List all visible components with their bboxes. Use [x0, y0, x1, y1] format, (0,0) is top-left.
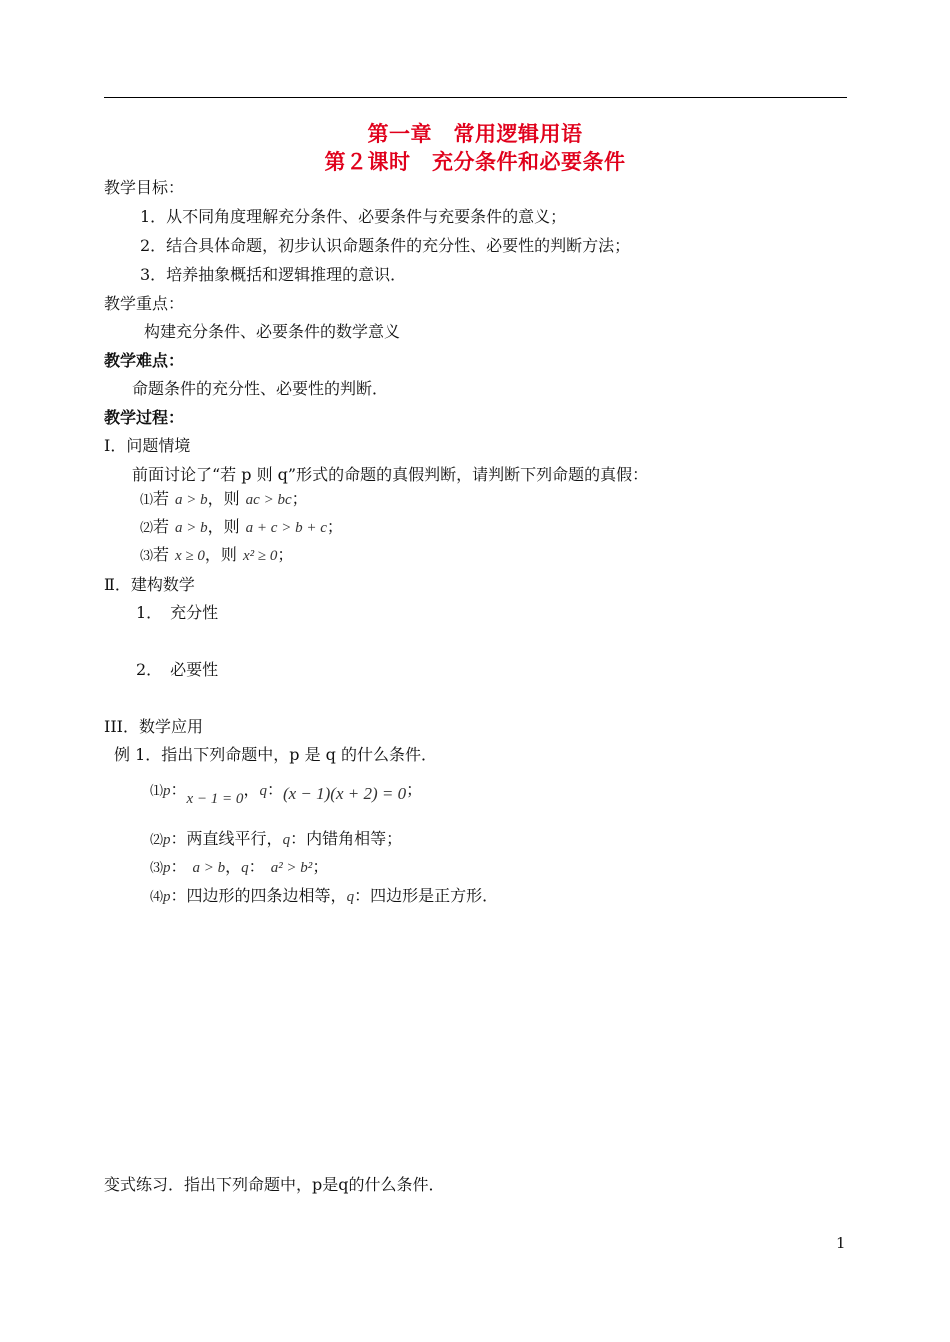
sufficiency-item: 1． 充分性: [136, 603, 219, 622]
item-number: ⑷: [150, 890, 164, 905]
result-expr: ac > bc: [245, 492, 292, 508]
then-word: ，则: [207, 489, 240, 508]
problem-item-1: [140, 489, 308, 511]
q-text: 四边形是正方形: [370, 886, 483, 905]
p-label: p: [163, 783, 171, 799]
section2-heading: Ⅱ．建构数学: [104, 575, 195, 594]
q-expr: (x − 1)(x + 2) = 0: [282, 784, 407, 803]
condition-expr: x ≥ 0: [175, 548, 205, 564]
if-word: 若: [153, 517, 170, 536]
example-item-1: ⑴p：x − 1 = 0，q：(x − 1)(x + 2) = 0；: [150, 780, 423, 807]
item-end: ；: [291, 489, 308, 508]
difficulty-text: 命题条件的充分性、必要性的判断．: [132, 379, 389, 398]
key-point-heading: 教学重点：: [104, 294, 185, 313]
item-number: ⑵: [150, 833, 164, 848]
example-item-4: ⑷p：四边形的四条边相等，q：四边形是正方形．: [150, 886, 499, 905]
chapter-title: 第一章 常用逻辑用语: [367, 122, 583, 146]
header-rule: [104, 97, 847, 98]
example-item-2: ⑵p：两直线平行，q：内错角相等；: [150, 829, 403, 848]
item-number: ⑴: [140, 493, 154, 508]
item-end: ；: [326, 517, 343, 536]
item-number: ⑶: [150, 861, 164, 876]
p-expr: a > b: [192, 860, 226, 876]
q-text: 内错角相等: [306, 829, 387, 848]
objective-item-2: 2．结合具体命题，初步认识命题条件的充分性、必要性的判断方法；: [140, 236, 631, 255]
item-end: ；: [277, 545, 294, 564]
then-word: ，则: [204, 545, 237, 564]
example-1: 例 1．指出下列命题中，p 是 q 的什么条件．: [114, 745, 438, 764]
q-expr: a² > b²: [270, 860, 313, 876]
q-label: q: [259, 783, 267, 799]
if-word: 若: [153, 545, 170, 564]
p-label: p: [163, 889, 171, 905]
if-word: 若: [153, 489, 170, 508]
q-label: q: [346, 889, 355, 905]
result-expr: x² ≥ 0: [242, 548, 278, 564]
variant-exercise: 变式练习．指出下列命题中，p是q的什么条件．: [104, 1175, 445, 1194]
section1-intro: 前面讨论了“若 p 则 q”形式的命题的真假判断，请判断下列命题的真假：: [132, 465, 649, 484]
p-text: 四边形的四条边相等: [186, 886, 331, 905]
page-number: 1: [836, 1234, 846, 1252]
item-number: ⑶: [140, 549, 154, 564]
item-end: ；: [312, 857, 329, 876]
necessity-item: 2． 必要性: [136, 660, 219, 679]
objectives-heading: 教学目标：: [104, 178, 185, 197]
key-point-text: 构建充分条件、必要条件的数学意义: [144, 322, 401, 341]
item-number: ⑴: [150, 784, 164, 799]
process-heading: 教学过程：: [104, 408, 185, 427]
section3-heading: III．数学应用: [104, 717, 203, 736]
condition-expr: a > b: [175, 520, 208, 536]
condition-expr: a > b: [175, 492, 208, 508]
result-expr: a + c > b + c: [245, 520, 327, 536]
p-text: 两直线平行: [186, 829, 267, 848]
objective-item-1: 1．从不同角度理解充分条件、必要条件与充要条件的意义；: [140, 207, 567, 226]
p-label: p: [163, 860, 171, 876]
problem-item-2: [140, 517, 343, 539]
difficulty-heading: 教学难点：: [104, 351, 185, 370]
item-end: ．: [482, 886, 499, 905]
lesson-title: 第２课时 充分条件和必要条件: [324, 150, 626, 174]
item-number: ⑵: [140, 521, 154, 536]
objective-item-3: 3．培养抽象概括和逻辑推理的意识．: [140, 265, 407, 284]
section1-heading: Ⅰ．问题情境: [104, 436, 191, 455]
example-item-3: ⑶p： a > b，q： a² > b²；: [150, 857, 329, 876]
p-label: p: [163, 832, 171, 848]
q-label: q: [282, 832, 291, 848]
q-label: q: [241, 860, 249, 876]
p-expr: x − 1 = 0: [186, 791, 244, 807]
then-word: ，则: [207, 517, 240, 536]
item-end: ；: [386, 829, 403, 848]
problem-item-3: [140, 545, 293, 567]
item-end: ；: [406, 780, 423, 799]
